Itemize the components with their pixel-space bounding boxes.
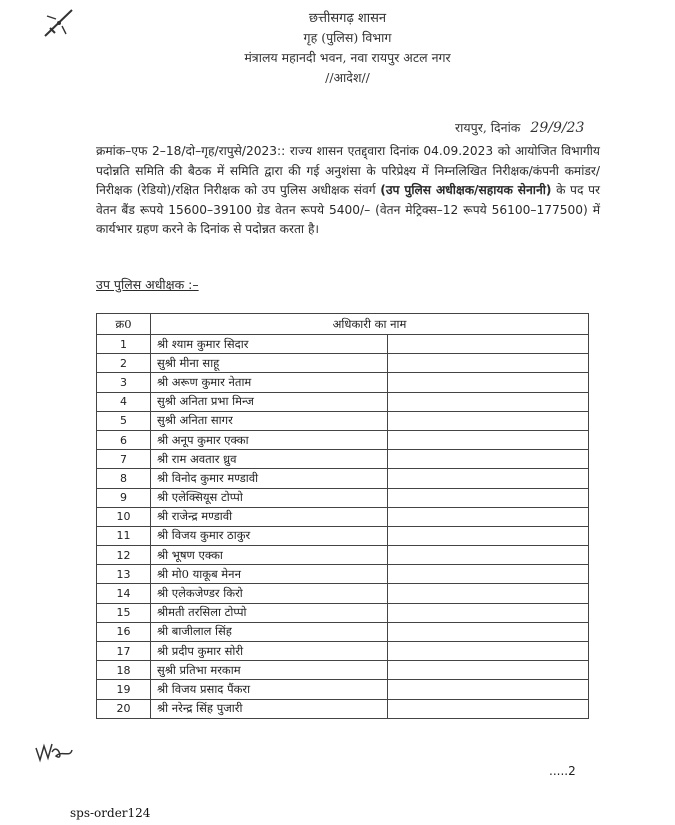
row-sn: 5 xyxy=(97,411,151,430)
row-blank-cell xyxy=(388,622,589,641)
row-blank-cell xyxy=(388,450,589,469)
row-officer-name: श्री अरूण कुमार नेताम xyxy=(151,373,388,392)
row-blank-cell xyxy=(388,507,589,526)
row-officer-name: श्री श्याम कुमार सिदार xyxy=(151,335,388,354)
row-sn: 16 xyxy=(97,622,151,641)
table-header-row xyxy=(97,314,589,335)
row-officer-name: श्री एलेक्सियूस टोप्पो xyxy=(151,488,388,507)
row-sn: 6 xyxy=(97,430,151,449)
page-indicator: .....2 xyxy=(549,764,576,778)
table-row xyxy=(97,642,589,661)
row-officer-name: श्री बाजीलाल सिंह xyxy=(151,622,388,641)
row-officer-name: श्रीमती तरसिला टोप्पो xyxy=(151,603,388,622)
row-blank-cell xyxy=(388,565,589,584)
row-blank-cell xyxy=(388,661,589,680)
row-blank-cell xyxy=(388,411,589,430)
row-sn: 17 xyxy=(97,642,151,661)
header-government: छत्तीसगढ़ शासन xyxy=(308,11,387,26)
row-officer-name: सुश्री अनिता सागर xyxy=(151,411,388,430)
row-blank-cell xyxy=(388,488,589,507)
row-sn: 13 xyxy=(97,565,151,584)
table-row xyxy=(97,450,589,469)
row-sn: 2 xyxy=(97,354,151,373)
col-header-name: अधिकारी का नाम xyxy=(151,314,589,335)
row-officer-name: श्री प्रदीप कुमार सोरी xyxy=(151,642,388,661)
row-blank-cell xyxy=(388,642,589,661)
row-officer-name: सुश्री मीना साहू xyxy=(151,354,388,373)
row-sn: 19 xyxy=(97,680,151,699)
table-row xyxy=(97,565,589,584)
table-row xyxy=(97,661,589,680)
row-sn: 7 xyxy=(97,450,151,469)
row-blank-cell xyxy=(388,584,589,603)
table-row xyxy=(97,680,589,699)
row-blank-cell xyxy=(388,469,589,488)
row-sn: 12 xyxy=(97,546,151,565)
row-sn: 3 xyxy=(97,373,151,392)
table-row xyxy=(97,546,589,565)
row-officer-name: श्री अनूप कुमार एक्का xyxy=(151,430,388,449)
row-officer-name: श्री राजेन्द्र मण्डावी xyxy=(151,507,388,526)
row-officer-name: श्री नरेन्द्र सिंह पुजारी xyxy=(151,699,388,718)
row-sn: 18 xyxy=(97,661,151,680)
footer-reference: sps-order124 xyxy=(70,806,151,820)
row-sn: 11 xyxy=(97,526,151,545)
section-title: उप पुलिस अधीक्षक :– xyxy=(96,277,199,292)
row-officer-name: श्री एलेकजेण्डर किरो xyxy=(151,584,388,603)
date-line xyxy=(455,119,584,136)
row-blank-cell xyxy=(388,392,589,411)
table-row xyxy=(97,469,589,488)
row-sn: 9 xyxy=(97,488,151,507)
table-row xyxy=(97,373,589,392)
table-row xyxy=(97,335,589,354)
table-row xyxy=(97,526,589,545)
row-officer-name: श्री विनोद कुमार मण्डावी xyxy=(151,469,388,488)
order-text-part2: के पद पर वेतन बैंड रूपये 15600–39100 ग्रेड वेतन रूपये 5400/– (वेतन मेट्रिक्स–12 रूपये 56100–177500) में कार्यभार ग्रहण करने के दिनांक से पदोन्नत करता है। xyxy=(96,183,600,236)
row-sn: 15 xyxy=(97,603,151,622)
signature-icon xyxy=(34,738,74,764)
date-label: रायपुर, दिनांक xyxy=(455,120,521,135)
row-sn: 14 xyxy=(97,584,151,603)
row-officer-name: श्री विजय प्रसाद पैंकरा xyxy=(151,680,388,699)
row-sn: 8 xyxy=(97,469,151,488)
row-blank-cell xyxy=(388,526,589,545)
row-sn: 10 xyxy=(97,507,151,526)
row-blank-cell xyxy=(388,335,589,354)
date-value: 29/9/23 xyxy=(530,120,585,136)
row-officer-name: सुश्री अनिता प्रभा मिन्ज xyxy=(151,392,388,411)
row-blank-cell xyxy=(388,373,589,392)
table-row xyxy=(97,507,589,526)
row-blank-cell xyxy=(388,354,589,373)
header-address: मंत्रालय महानदी भवन, नवा रायपुर अटल नगर xyxy=(244,50,451,65)
order-paragraph xyxy=(96,142,600,240)
row-officer-name: श्री मो0 याकूब मेनन xyxy=(151,565,388,584)
officers-table xyxy=(96,313,589,719)
row-sn: 4 xyxy=(97,392,151,411)
row-sn: 1 xyxy=(97,335,151,354)
header-order-title: //आदेश// xyxy=(325,70,370,85)
row-officer-name: सुश्री प्रतिभा मरकाम xyxy=(151,661,388,680)
table-row xyxy=(97,603,589,622)
table-row xyxy=(97,584,589,603)
table-row xyxy=(97,411,589,430)
table-row xyxy=(97,354,589,373)
order-text-part1: क्रमांक–एफ 2–18/दो–गृह/रापुसे/2023:: राज्य शासन एतद्द्वारा दिनांक 04.09.2023 को आयोजित विभागीय पदोन्नति समिति की बैठक में समिति द्वारा की गई अनुशंसा के परिप्रेक्ष्य में निम्नलिखित निरीक्षक/कंपनी कमांडर/निरीक्षक (रेडियो)/रक्षित निरीक्षक को उप पुलिस अधीक्षक संवर्ग xyxy=(96,144,600,197)
row-blank-cell xyxy=(388,603,589,622)
row-officer-name: श्री राम अवतार ध्रुव xyxy=(151,450,388,469)
row-officer-name: श्री विजय कुमार ठाकुर xyxy=(151,526,388,545)
order-text-bold: (उप पुलिस अधीक्षक/सहायक सेनानी) xyxy=(380,183,552,197)
table-row xyxy=(97,622,589,641)
header-department: गृह (पुलिस) विभाग xyxy=(303,30,392,45)
col-header-sn: क्र0 xyxy=(97,314,151,335)
table-row xyxy=(97,488,589,507)
table-row xyxy=(97,392,589,411)
row-blank-cell xyxy=(388,680,589,699)
table-row xyxy=(97,699,589,718)
row-blank-cell xyxy=(388,699,589,718)
row-blank-cell xyxy=(388,546,589,565)
row-officer-name: श्री भूषण एक्का xyxy=(151,546,388,565)
row-sn: 20 xyxy=(97,699,151,718)
table-row xyxy=(97,430,589,449)
row-blank-cell xyxy=(388,430,589,449)
